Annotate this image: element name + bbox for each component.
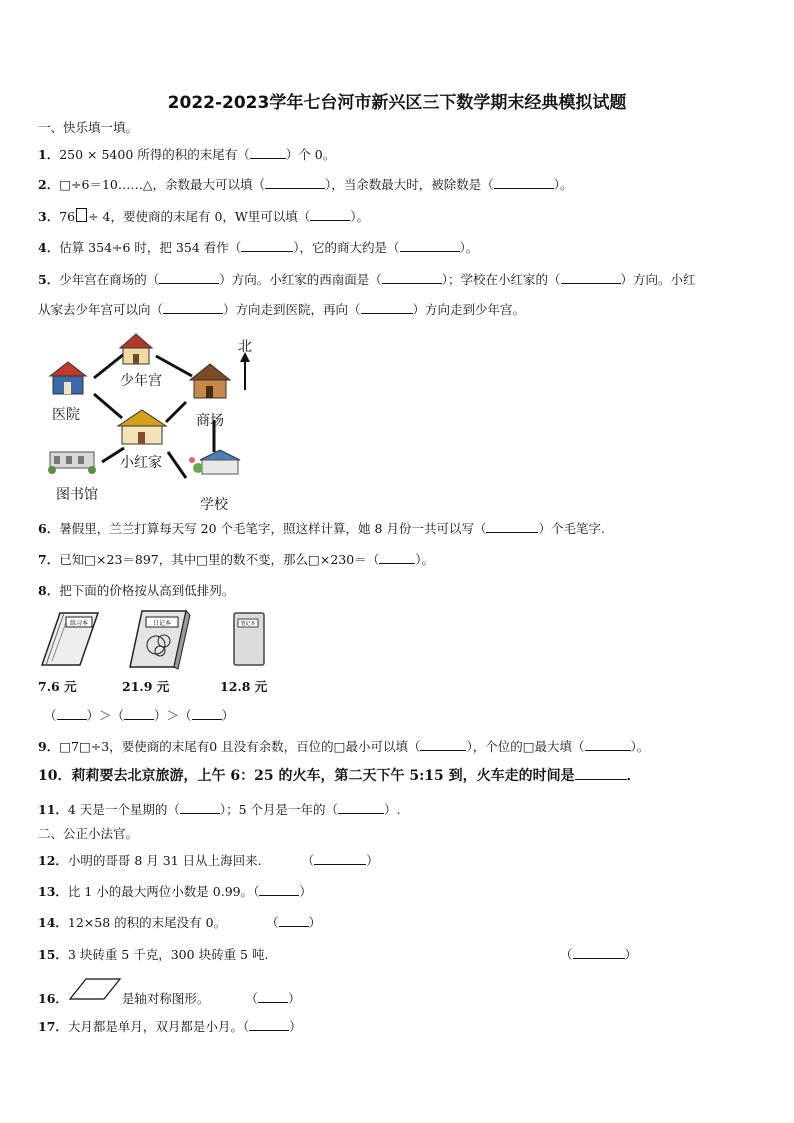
question-9: 9．□7□÷3，要使商的末尾有0 且没有余数，百位的□最小可以填（ ），个位的□最大填（ ）。 (38, 739, 650, 754)
school-icon (189, 450, 240, 474)
youth-palace-icon (120, 334, 152, 364)
question-15: 15．3 块砖重 5 千克，300 块砖重 5 吨. （ ） (38, 947, 638, 962)
answer-blank[interactable] (265, 177, 325, 189)
exercise-book-icon (42, 613, 98, 665)
section-1-heading: 一、快乐填一填。 (38, 120, 139, 135)
page-title: 2022-2023学年七台河市新兴区三下数学期末经典模拟试题 (167, 93, 627, 113)
section-2-heading: 二、公正小法官。 (38, 826, 139, 841)
home-label: 小红家 (120, 455, 162, 471)
answer-blank[interactable] (259, 884, 299, 896)
question-11: 11．4 天是一个星期的（ ）；5 个月是一年的（ ）. (38, 802, 401, 817)
question-12: 12．小明的哥哥 8 月 31 日从上海回来. （ ） (38, 853, 379, 868)
question-4: 4．估算 354÷6 时，把 354 看作（ ），它的商大约是（ ）。 (38, 240, 479, 255)
answer-blank[interactable] (575, 768, 627, 780)
answer-blank[interactable] (573, 947, 625, 959)
question-3: 3．76 ÷ 4，要使商的末尾有 0，W里可以填（ ）。 (38, 209, 370, 224)
answer-blank[interactable] (258, 991, 288, 1003)
question-7: 7．已知□×23＝897，其中□里的数不变，那么□×230＝（ ）。 (38, 552, 434, 567)
youth-palace-label: 少年宫 (120, 373, 162, 389)
answer-blank[interactable] (361, 302, 413, 314)
question-13: 13．比 1 小的最大两位小数是 0.99。（ ） (38, 884, 312, 899)
book-title-3: 笔记本 (240, 621, 256, 627)
question-5-line-1: 5．少年宫在商场的（ ）方向。小红家的西南面是（ ）；学校在小红家的（ ）方向。小红 (38, 272, 696, 287)
price-order: （ ）＞（ ）＞（ ） (44, 708, 235, 723)
hospital-label: 医院 (52, 407, 80, 423)
answer-blank[interactable] (585, 739, 631, 751)
parallelogram-shape (68, 984, 122, 998)
book-title-2: 日记本 (152, 620, 172, 627)
answer-blank[interactable] (241, 240, 293, 252)
question-5-line-2: 从家去少年宫可以向（ ）方向走到医院，再向（ ）方向走到少年宫。 (38, 302, 526, 317)
notebook-icon (234, 613, 264, 665)
question-6: 6．暑假里，兰兰打算每天写 20 个毛笔字，照这样计算，她 8 月份一共可以写（ ）个毛笔字. (38, 521, 605, 536)
price-diary: 21.9 元 (122, 679, 170, 694)
answer-blank[interactable] (159, 272, 219, 284)
library-icon (48, 452, 96, 474)
answer-blank[interactable] (250, 147, 286, 159)
hospital-icon (50, 362, 86, 394)
school-label: 学校 (200, 497, 228, 513)
price-notebook: 12.8 元 (220, 679, 268, 694)
diary-icon (130, 611, 190, 669)
answer-blank[interactable] (379, 552, 415, 564)
answer-blank[interactable] (57, 708, 87, 720)
answer-blank[interactable] (314, 853, 366, 865)
notebook-pictures (38, 605, 298, 675)
question-1: 1．250 × 5400 所得的积的末尾有（ ）个 0。 (38, 147, 336, 162)
answer-blank[interactable] (338, 802, 384, 814)
answer-blank[interactable] (420, 739, 466, 751)
answer-blank[interactable] (279, 915, 309, 927)
question-10: 10．莉莉要去北京旅游，上午 6：25 的火车，第二天下午 5:15 到，火车走的时间是 ． (38, 768, 641, 784)
answer-blank[interactable] (124, 708, 154, 720)
question-17: 17．大月都是单月，双月都是小月。（ ） (38, 1019, 302, 1034)
answer-blank[interactable] (486, 521, 538, 533)
question-2: 2．□÷6＝10……△，余数最大可以填（ ），当余数最大时，被除数是（ ）。 (38, 177, 573, 192)
digit-box (76, 208, 87, 222)
answer-blank[interactable] (382, 272, 442, 284)
answer-blank[interactable] (561, 272, 621, 284)
library-label: 图书馆 (56, 487, 98, 503)
north-label: 北 (238, 339, 252, 355)
answer-blank[interactable] (310, 209, 350, 221)
answer-blank[interactable] (494, 177, 554, 189)
answer-blank[interactable] (249, 1019, 289, 1031)
question-14: 14．12×58 的积的末尾没有 0。 （ ） (38, 915, 322, 930)
answer-blank[interactable] (180, 802, 220, 814)
price-exercise-book: 7.6 元 (38, 679, 77, 694)
home-icon (118, 410, 166, 444)
mall-icon (190, 364, 230, 398)
answer-blank[interactable] (400, 240, 460, 252)
answer-blank[interactable] (163, 302, 223, 314)
book-title-1: 练习本 (69, 620, 89, 627)
question-16: 16． 是轴对称图形。 （ ） (38, 984, 300, 1007)
mall-label: 商场 (196, 413, 224, 429)
answer-blank[interactable] (192, 708, 222, 720)
direction-map (38, 330, 278, 512)
question-8: 8．把下面的价格按从高到低排列。 (38, 583, 235, 598)
